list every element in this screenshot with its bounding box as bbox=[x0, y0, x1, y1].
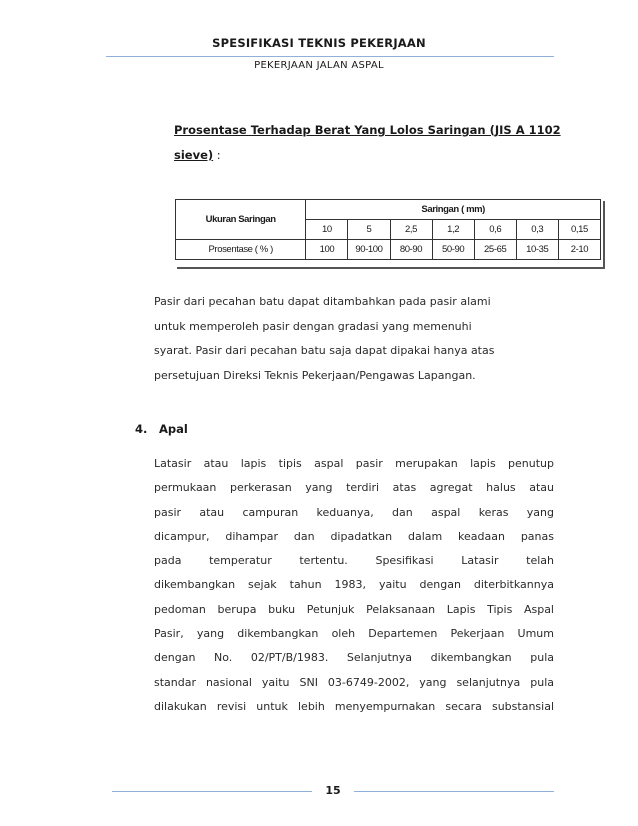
paragraph-line: dicampur, dihampar dan dipadatkan dalam keadaan panas bbox=[154, 529, 554, 543]
paragraph-line: Latasir atau lapis tipis aspal pasir merupakan lapis penutup bbox=[154, 457, 554, 470]
paragraph-pasir bbox=[154, 290, 574, 388]
paragraph-line: Pasir dari pecahan batu dapat ditambahkan pada pasir alami bbox=[154, 295, 491, 308]
heading-line-2: sieve) bbox=[174, 148, 214, 162]
section-number: 4. bbox=[135, 422, 148, 436]
section-title: Apal bbox=[159, 422, 188, 436]
paragraph-line: syarat. Pasir dari pecahan batu saja dapat dipakai hanya atas bbox=[154, 344, 495, 357]
value-cell: 50-90 bbox=[432, 240, 474, 260]
group-header-cell: Saringan ( mm) bbox=[306, 200, 601, 220]
paragraph-line: persetujuan Direksi Teknis Pekerjaan/Pengawas Lapangan. bbox=[154, 368, 476, 382]
size-cell: 0,3 bbox=[516, 220, 558, 240]
table-values-row bbox=[176, 240, 601, 260]
heading-colon: : bbox=[213, 148, 221, 162]
row-label-cell: Prosentase ( % ) bbox=[176, 240, 306, 260]
page-number: 15 bbox=[325, 784, 341, 797]
paragraph-line: standar nasional yaitu SNI 03-6749-2002, yang selanjutnya pula bbox=[154, 675, 554, 689]
value-cell: 25-65 bbox=[474, 240, 516, 260]
row-header-cell: Ukuran Saringan bbox=[176, 200, 306, 240]
size-cell: 2,5 bbox=[390, 220, 432, 240]
table-header-row bbox=[176, 200, 601, 220]
paragraph-line: Pasir, yang dikembangkan oleh Departemen Pekerjaan Umum bbox=[154, 627, 554, 641]
size-cell: 0,6 bbox=[474, 220, 516, 240]
header-divider bbox=[106, 56, 554, 57]
paragraph-line: dengan No. 02/PT/B/1983. Selanjutnya dikembangkan pula bbox=[154, 651, 554, 665]
paragraph-line: untuk memperoleh pasir dengan gradasi yang memenuhi bbox=[154, 319, 472, 333]
value-cell: 100 bbox=[306, 240, 348, 260]
paragraph-line: permukaan perkerasan yang terdiri atas agregat halus atau bbox=[154, 481, 554, 495]
section-heading bbox=[174, 118, 574, 168]
value-cell: 90-100 bbox=[348, 240, 390, 260]
paragraph-latasir bbox=[154, 452, 554, 719]
footer-divider-right bbox=[354, 791, 554, 792]
paragraph-line: pedoman berupa buku Petunjuk Pelaksanaan Lapis Tipis Aspal bbox=[154, 602, 554, 616]
value-cell: 10-35 bbox=[516, 240, 558, 260]
paragraph-line: dilakukan revisi untuk lebih menyempurnakan secara substansial bbox=[154, 699, 554, 713]
section-4-heading bbox=[135, 422, 188, 436]
paragraph-line: dikembangkan sejak tahun 1983, yaitu dengan diterbitkannya bbox=[154, 578, 554, 592]
paragraph-line: pasir atau campuran keduanya, dan aspal keras yang bbox=[154, 505, 554, 519]
header-subtitle: PEKERJAAN JALAN ASPAL bbox=[254, 60, 384, 71]
header-title: SPESIFIKASI TEKNIS PEKERJAAN bbox=[212, 36, 426, 50]
size-cell: 1,2 bbox=[432, 220, 474, 240]
size-cell: 10 bbox=[306, 220, 348, 240]
value-cell: 80-90 bbox=[390, 240, 432, 260]
value-cell: 2-10 bbox=[558, 240, 600, 260]
heading-line-1: Prosentase Terhadap Berat Yang Lolos Saringan (JIS A 1102 bbox=[174, 123, 561, 137]
size-cell: 5 bbox=[348, 220, 390, 240]
sieve-table bbox=[175, 199, 601, 260]
size-cell: 0,15 bbox=[558, 220, 600, 240]
paragraph-line: pada temperatur tertentu. Spesifikasi Latasir telah bbox=[154, 554, 554, 568]
